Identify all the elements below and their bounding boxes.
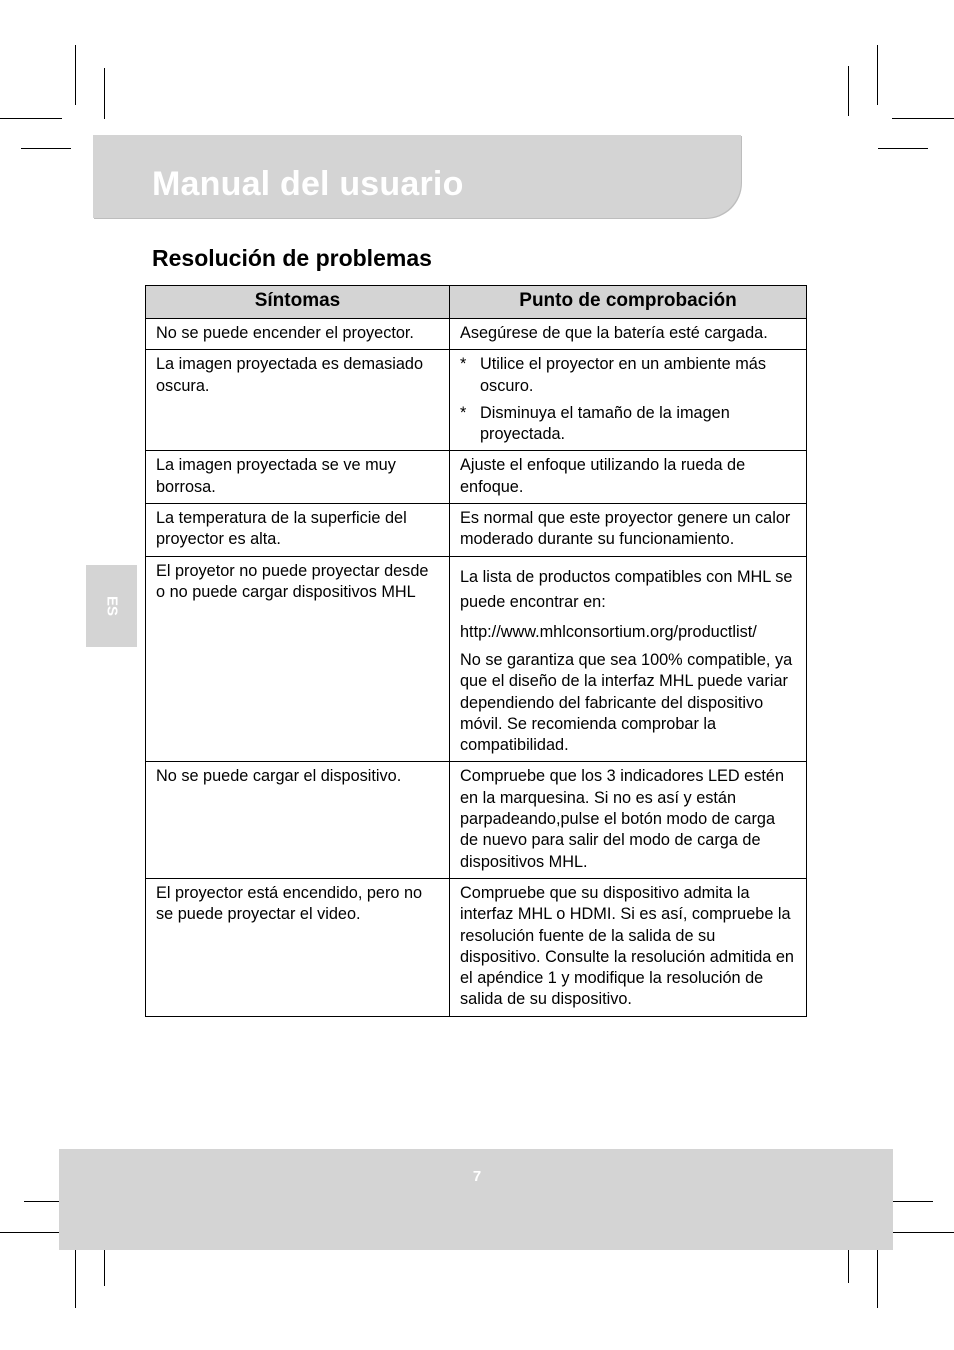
symptom-cell: No se puede cargar el dispositivo. [146, 762, 450, 878]
crop-mark [877, 1246, 878, 1308]
crop-mark [892, 118, 954, 119]
footer-band [59, 1149, 893, 1250]
crop-mark [0, 1232, 62, 1233]
manual-title: Manual del usuario [152, 165, 464, 203]
crop-mark [104, 68, 105, 119]
crop-mark [878, 148, 928, 149]
language-tab [86, 565, 137, 647]
asterisk-bullet: * [460, 403, 467, 422]
table-row [146, 556, 807, 762]
page-number: 7 [472, 1168, 482, 1185]
check-cell: Compruebe que su dispositivo admita la interfaz MHL o HDMI. Si es así, compruebe la resolución fuente de la salida de su dispositivo. Consulte la resolución admitida en el apéndice 1 y modifique la resolución de salida de su dispositivo. [450, 878, 807, 1016]
crop-mark [892, 1232, 954, 1233]
bullet-text: Utilice el proyector en un ambiente más oscuro. [480, 355, 766, 395]
check-cell: Compruebe que los 3 indicadores LED estén en la marquesina. Si no es así y están parpadeando,pulse el botón modo de carga de nuevo para salir del modo de carga de dispositivos MHL. [450, 762, 807, 878]
bullet-item [460, 354, 797, 397]
crop-mark [877, 45, 878, 105]
crop-mark [75, 45, 76, 105]
mhl-url[interactable]: http://www.mhlconsortium.org/productlist/ [460, 622, 757, 641]
table-header-row [146, 286, 807, 319]
language-tab-label: ES [103, 595, 120, 617]
table-row [146, 451, 807, 504]
symptom-cell: La imagen proyectada es demasiado oscura. [146, 350, 450, 451]
table-row [146, 878, 807, 1016]
table-row [146, 319, 807, 350]
troubleshooting-table [145, 285, 807, 1017]
check-cell: Es normal que este proyector genere un calor moderado durante su funcionamiento. [450, 504, 807, 557]
header-symptoms: Síntomas [146, 286, 450, 319]
mhl-compat-note: No se garantiza que sea 100% compatible, ya que el diseño de la interfaz MHL puede variar dependiendo del fabricante del dispositivo móvil. Se recomienda comprobar la compatibilidad. [460, 650, 793, 755]
section-title: Resolución de problemas [152, 245, 432, 271]
check-cell: Asegúrese de que la batería esté cargada. [450, 319, 807, 350]
table-row [146, 350, 807, 451]
asterisk-bullet: * [460, 355, 467, 374]
check-cell [450, 350, 807, 451]
bullet-text: Disminuya el tamaño de la imagen proyectada. [480, 403, 730, 444]
crop-mark [0, 118, 62, 119]
symptom-cell: No se puede encender el proyector. [146, 319, 450, 350]
symptom-cell: El proyector está encendido, pero no se puede proyectar el video. [146, 878, 450, 1016]
symptom-cell: La imagen proyectada se ve muy borrosa. [146, 451, 450, 504]
symptom-cell: El proyetor no puede proyectar desde o no puede cargar dispositivos MHL [146, 556, 450, 762]
symptom-cell: La temperatura de la superficie del proyector es alta. [146, 504, 450, 557]
mhl-list-note: La lista de productos compatibles con MHL se puede encontrar en: [460, 567, 793, 611]
bullet-item [460, 403, 797, 446]
check-cell: Ajuste el enfoque utilizando la rueda de enfoque. [450, 451, 807, 504]
crop-mark [848, 66, 849, 116]
crop-mark [75, 1246, 76, 1308]
table-row [146, 762, 807, 878]
header-checkpoint: Punto de comprobación [450, 286, 807, 319]
check-cell [450, 556, 807, 762]
crop-mark [21, 148, 71, 149]
table-row [146, 504, 807, 557]
